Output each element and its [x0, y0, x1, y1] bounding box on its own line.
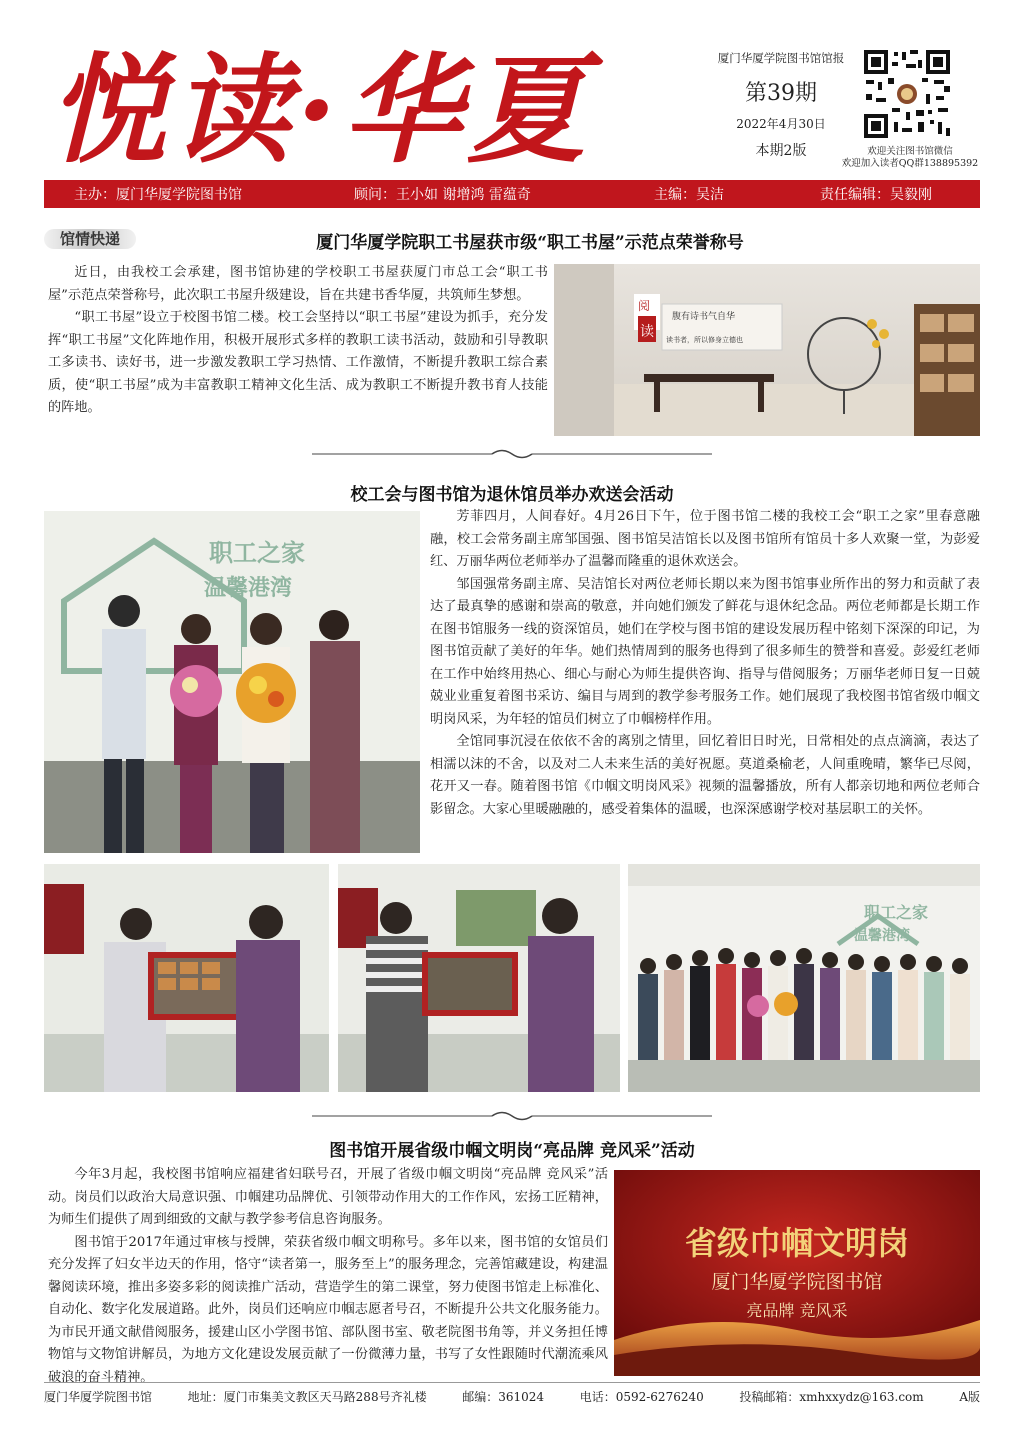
photo-sign-text: 腹有诗书气自华 [672, 312, 736, 322]
photo-wall-text: 温馨港湾 [854, 928, 910, 944]
qr-caption-qq: 欢迎加入读者QQ群138895392 [841, 158, 979, 169]
banner-title: 省级巾帼文明岗 [684, 1224, 910, 1262]
footer-name: 厦门华厦学院图书馆 [44, 1390, 153, 1404]
article2-paragraph: 邹国强常务副主席、吴洁馆长对两位老师长期以来为图书馆事业所作出的努力和贡献了表达了最真挚的感谢和崇高的敬意，并向她们颁发了鲜花与退休纪念品。两位老师都是长期工作在图书馆服务一线的资深馆员，她们在学校与图书馆的建设发展历程中铭刻下深深的印记，为图书馆贡献了美好的年华。她们热情周到的服务也得到了很多师生的赞誉和喜爱。彭爱红老师在工作中始终用热心、细心与耐心为师生提供咨询、指导与借阅服务；万丽华老师日复一日兢兢业业重复着图书采访、编目与周到的教学参考服务工作。她们展现了我校图书馆省级巾帼文明岗风采，为年轻的馆员们树立了巾帼榜样作用。 [430, 576, 980, 727]
qr-code-icon [862, 48, 952, 140]
issue-number: 第39期 [745, 81, 817, 106]
banner-slogan: 亮品牌 竞风采 [746, 1301, 848, 1320]
host-label: 主办：厦门华厦学院图书馆 [74, 187, 242, 203]
article3-paragraph: 图书馆于2017年通过审核与授牌，荣获省级巾帼文明称号。多年以来，图书馆的女馆员们充分发挥了妇女半边天的作用，恪守“读者第一，服务至上”的服务理念，完善馆藏建设，构建温馨阅读环境，推出多姿多彩的阅读推广活动，营造学生的第二课堂，努力使图书馆走上标准化、自动化、数字化发展道路。此外，岗员们还响应巾帼志愿者号召，不断提升公共文化服务能力。为市民开通文献借阅服务，援建山区小学图书馆、部队图书室、敬老院图书角等，并义务担任博物馆与文物馆讲解员，为地方文化建设发展贡献了一份微薄力量，书写了女性跟随时代潮流乘风破浪的奋斗精神。 [48, 1234, 608, 1385]
farewell-group-photo [44, 511, 420, 853]
article1-paragraph: “职工书屋”设立于校图书馆二楼。校工会坚持以“职工书屋”建设为抓手，充分发挥“职工书屋”文化阵地作用，积极开展形式多样的教职工读书活动，鼓励和引导教职工多读书、读好书，进一步激发教职工学习热情、工作激情，不断提升教职工综合素质，使“职工书屋”成为丰富教职工精神文化生活、成为教职工不断提升教书育人技能的阵地。 [48, 310, 548, 415]
photo-sign-char: 读 [640, 324, 654, 340]
footer-address: 地址：厦门市集美文教区天马路288号齐礼楼 [187, 1390, 427, 1404]
farewell-gift-photo-1 [44, 864, 329, 1092]
article1-headline: 厦门华厦学院职工书屋获市级“职工书屋”示范点荣誉称号 [316, 233, 744, 253]
photo-wall-text: 职工之家 [864, 903, 929, 922]
farewell-gift-photo-2 [338, 864, 620, 1092]
footer [44, 1382, 980, 1406]
footer-phone: 电话：0592-6276240 [579, 1390, 704, 1404]
photo-sign-text: 读书者，所以修身立德也 [666, 336, 743, 344]
footer-postcode: 邮编：361024 [462, 1390, 545, 1404]
article2-paragraph: 芳菲四月，人间春好。4月26日下午，位于图书馆二楼的我校工会“职工之家”里春意融融，校工会常务副主席邹国强、图书馆吴洁馆长以及图书馆所有馆员十多人欢聚一堂，为彭爱红、万丽华两位老师举办了温馨而隆重的退休欢送会。 [430, 509, 980, 569]
section-tag: 馆情快递 [44, 229, 136, 249]
photo-wall-text: 温馨港湾 [204, 576, 293, 601]
footer-page: A版 [959, 1390, 980, 1404]
qr-caption [840, 146, 980, 170]
article2-body [430, 506, 980, 821]
qr-caption-wechat: 欢迎关注图书馆微信 [867, 146, 953, 157]
banner-subtitle: 厦门华厦学院图书馆 [711, 1271, 883, 1293]
chief-editor-label: 主编：吴洁 [654, 187, 724, 203]
ornament-divider [312, 1108, 712, 1122]
article1-paragraph: 近日，由我校工会承建，图书馆协建的学校职工书屋获厦门市总工会“职工书屋”示范点荣誉称号，此次职工书屋升级建设，旨在共建书香华厦，共筑师生梦想。 [48, 265, 548, 303]
edition-label: 本期2版 [755, 143, 807, 159]
farewell-staff-group-photo [628, 864, 980, 1092]
advisors-label: 顾问：王小如 谢增鸿 雷蕴奇 [354, 187, 531, 203]
issue-date: 2022年4月30日 [736, 117, 826, 131]
article3-headline: 图书馆开展省级巾帼文明岗“亮品牌 竞风采”活动 [329, 1141, 695, 1161]
workers-bookhouse-photo [554, 264, 980, 436]
article1-body [48, 262, 548, 420]
publisher-line: 厦门华厦学院图书馆馆报 [717, 51, 845, 65]
article2-headline: 校工会与图书馆为退休馆员举办欢送会活动 [350, 485, 674, 505]
staff-bar [44, 180, 980, 208]
article2-paragraph: 全馆同事沉浸在依依不舍的离别之情里，回忆着旧日时光，日常相处的点点滴滴，表达了相濡以沫的不舍，以及对二人未来生活的美好祝愿。莫道桑榆老，人间重晚晴，繁华已尽阅，花开又一春。随着图书馆《巾帼文明岗风采》视频的温馨播放，所有人都亲切地和两位老师合影留念。大家心里暖融融的，感受着集体的温暖，也深深感谢学校对基层职工的关怀。 [430, 734, 980, 817]
photo-wall-text: 职工之家 [209, 539, 305, 567]
issue-info [706, 50, 856, 160]
article3-paragraph: 今年3月起，我校图书馆响应福建省妇联号召，开展了省级巾帼文明岗“亮品牌 竞风采”活动。岗员们以政治大局意识强、巾帼建功品牌优、引领带动作用大的工作作风，宏扬工匠精神，为师生们提供了周到细致的文献与教学参考信息咨询服务。 [48, 1167, 608, 1227]
ornament-divider [312, 446, 712, 460]
photo-sign-char: 阅 [638, 299, 651, 313]
article3-body [48, 1164, 608, 1389]
footer-email[interactable]: 投稿邮箱：xmhxxydz@163.com [739, 1390, 924, 1404]
newspaper-title: 悦读·华夏 [48, 40, 592, 179]
responsible-editor-label: 责任编辑：吴毅刚 [820, 187, 932, 203]
women-civilization-post-banner [614, 1170, 980, 1376]
